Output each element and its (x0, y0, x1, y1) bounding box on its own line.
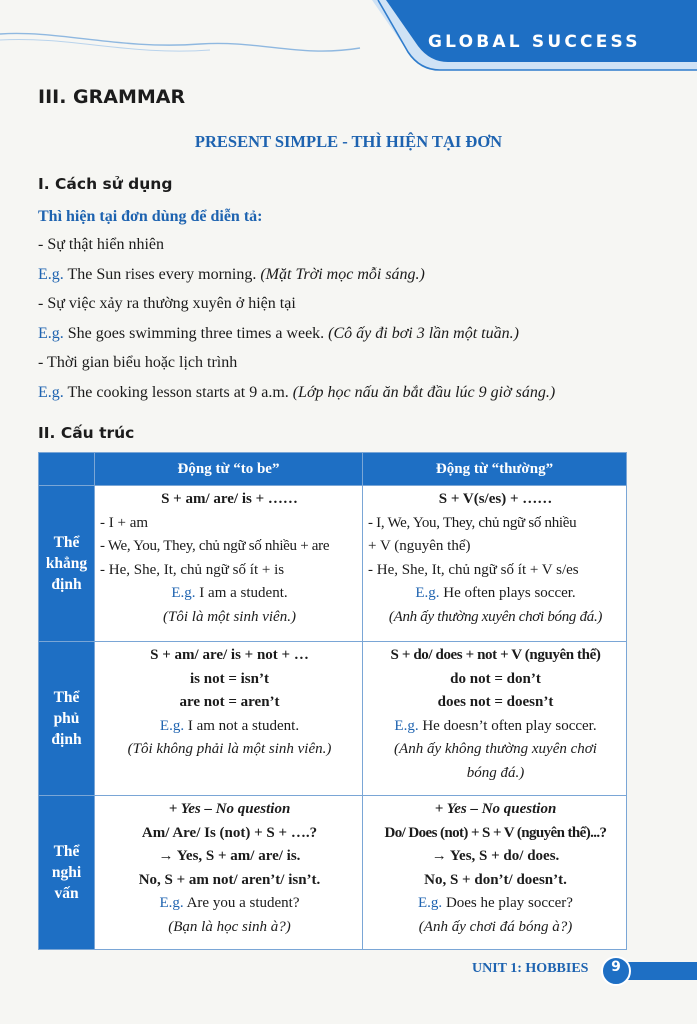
usage-bullet: - Sự thật hiển nhiên (38, 236, 164, 253)
eg-vietnamese: (Mặt Trời mọc mỗi sáng.) (260, 266, 425, 283)
eg-label: E.g. (418, 895, 443, 911)
eg-vietnamese: (Anh ấy chơi đá bóng à?) (418, 918, 573, 935)
affirmative-normal-cell (363, 486, 627, 642)
example (368, 582, 623, 606)
rule: - I + am (100, 514, 149, 531)
eg-label: E.g. (38, 266, 64, 283)
eg-english: He doesn’t often play soccer. (418, 717, 597, 734)
usage-intro: Thì hiện tại đơn dùng để diễn tả: (38, 208, 263, 225)
answer-no: No, S + am not/ aren’t/ isn’t. (138, 871, 321, 888)
table-corner (39, 453, 95, 486)
answer-no: No, S + don’t/ doesn’t. (424, 871, 567, 888)
rule: - We, You, They, chủ ngữ số nhiều + are (100, 538, 330, 554)
formula: S + do/ does + not + V (nguyên thể) (390, 647, 601, 663)
eg-english: Are you a student? (183, 895, 300, 911)
row-label-negative (39, 642, 95, 796)
example (100, 892, 359, 916)
formula: S + am/ are/ is + not + … (150, 647, 309, 663)
interrogative-tobe-cell (95, 796, 363, 950)
negative-normal-cell (363, 642, 627, 796)
usage-example (38, 325, 519, 343)
row-label-line: Thể (53, 843, 80, 860)
eg-label: E.g. (38, 384, 64, 401)
short-form: is not = isn’t (190, 670, 269, 687)
short-form: are not = aren’t (179, 694, 280, 710)
page-number: 9 (611, 959, 621, 975)
usage-example (38, 266, 425, 284)
interrogative-normal-cell (363, 796, 627, 950)
short-form: do not = don’t (450, 670, 541, 687)
row-label-line: khẳng (45, 555, 88, 572)
eg-english: The cooking lesson starts at 9 a.m. (63, 384, 293, 401)
eg-label: E.g. (171, 585, 196, 601)
table-header-row (39, 453, 627, 486)
grammar-table (38, 452, 627, 950)
section-heading: III. GRAMMAR (38, 86, 186, 108)
answer-yes: → Yes, S + am/ are/ is. (158, 848, 301, 864)
brand-title: GLOBAL SUCCESS (428, 32, 641, 52)
eg-vietnamese: (Bạn là học sinh à?) (168, 918, 291, 935)
col-header-normal: Động từ “thường” (363, 453, 627, 486)
answer-yes: → Yes, S + do/ does. (431, 848, 560, 864)
rule: - He, She, It, chủ ngữ số ít + V s/es (368, 561, 579, 578)
page-title: PRESENT SIMPLE - THÌ HIỆN TẠI ĐƠN (194, 132, 503, 151)
eg-english: Does he play soccer? (442, 895, 573, 911)
row-label-line: Thể (53, 534, 80, 551)
row-label-line: định (51, 576, 82, 593)
usage-bullet: - Sự việc xảy ra thường xuyên ở hiện tại (38, 295, 296, 312)
eg-vietnamese: (Anh ấy thường xuyên chơi bóng đá.) (388, 608, 603, 625)
table-row-affirmative (39, 486, 627, 642)
eg-english: I am a student. (195, 585, 288, 601)
row-label-line: phủ (53, 710, 80, 727)
formula: Do/ Does (not) + S + V (nguyên thể)...? (384, 824, 607, 841)
unit-label: UNIT 1: HOBBIES (472, 961, 589, 976)
affirmative-tobe-cell (95, 486, 363, 642)
rule: - I, We, You, They, chủ ngữ số nhiều (368, 514, 577, 531)
eg-label: E.g. (159, 895, 184, 911)
eg-label: E.g. (394, 717, 419, 734)
eg-english: The Sun rises every morning. (63, 266, 261, 283)
short-form: does not = doesn’t (437, 694, 554, 710)
row-label-line: nghi (51, 864, 82, 881)
question-type: + Yes – No question (168, 801, 291, 817)
eg-label: E.g. (415, 585, 440, 601)
row-label-line: định (51, 731, 82, 748)
eg-vietnamese: (Cô ấy đi bơi 3 lần một tuần.) (328, 325, 519, 342)
formula: S + V(s/es) + …… (438, 491, 553, 507)
col-header-tobe: Động từ “to be” (95, 453, 363, 486)
eg-english: She goes swimming three times a week. (63, 325, 329, 342)
rule: + V (nguyên thể) (368, 538, 471, 554)
eg-vietnamese: bóng đá.) (466, 764, 525, 781)
negative-tobe-cell (95, 642, 363, 796)
usage-heading: I. Cách sử dụng (38, 175, 173, 193)
example (368, 892, 623, 916)
eg-label: E.g. (159, 717, 185, 734)
row-label-interrogative (39, 796, 95, 950)
eg-english: He often plays soccer. (439, 585, 576, 601)
eg-vietnamese: (Tôi là một sinh viên.) (163, 608, 296, 625)
example (100, 582, 359, 606)
rule: - He, She, It, chủ ngữ số ít + is (100, 561, 285, 578)
eg-vietnamese: (Tôi không phải là một sinh viên.) (127, 741, 332, 757)
table-row-interrogative (39, 796, 627, 950)
formula: Am/ Are/ Is (not) + S + ….? (141, 824, 318, 841)
question-type: + Yes – No question (434, 801, 557, 817)
eg-vietnamese: (Anh ấy không thường xuyên chơi (394, 741, 597, 757)
formula: S + am/ are/ is + …… (161, 491, 298, 507)
table-row-negative (39, 642, 627, 796)
usage-bullet: - Thời gian biểu hoặc lịch trình (38, 354, 238, 371)
eg-english: I am not a student. (184, 717, 300, 734)
example (368, 715, 623, 739)
structure-heading: II. Cấu trúc (38, 424, 135, 442)
example (100, 715, 359, 739)
row-label-line: vấn (54, 885, 79, 902)
row-label-affirmative (39, 486, 95, 642)
row-label-line: Thể (53, 689, 80, 706)
usage-example (38, 384, 555, 402)
eg-vietnamese: (Lớp học nấu ăn bắt đầu lúc 9 giờ sáng.) (292, 384, 556, 401)
eg-label: E.g. (38, 325, 64, 342)
